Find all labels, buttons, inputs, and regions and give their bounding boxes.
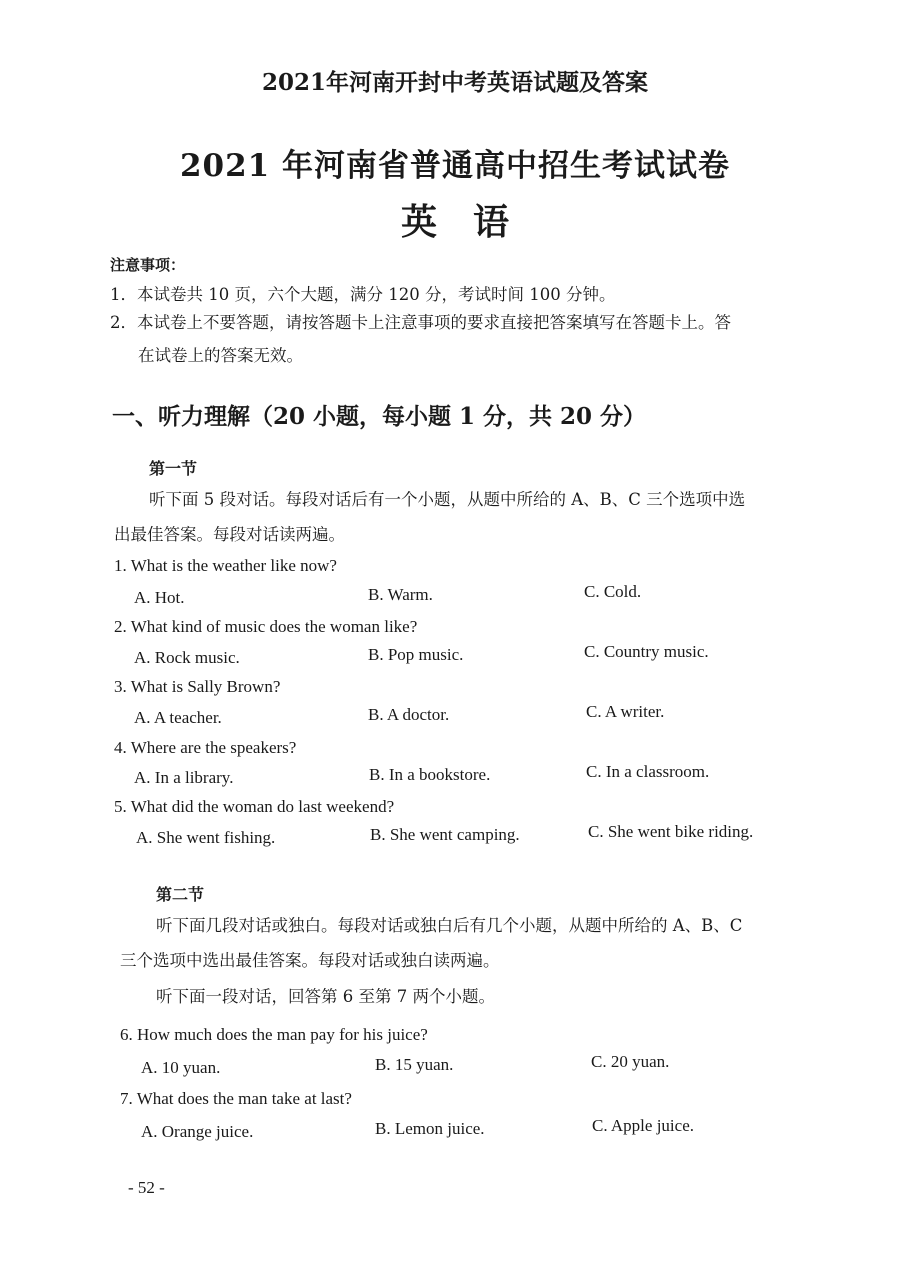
question-6-option-a: A. 10 yuan. (141, 1058, 221, 1077)
question-2: 2. What kind of music does the woman like? (114, 617, 418, 636)
section-heading-listening: 一、听力理解（20 小题，每小题 1 分，共 20 分） (112, 403, 647, 430)
question-4-option-b: B. In a bookstore. (369, 765, 491, 784)
question-5-option-a: A. She went fishing. (136, 828, 276, 847)
question-5-option-c: C. She went bike riding. (588, 822, 754, 841)
question-5-option-b: B. She went camping. (370, 825, 520, 844)
question-3-option-b: B. A doctor. (368, 705, 450, 724)
question-4-option-a: A. In a library. (134, 768, 234, 787)
notice-item-2-continued: 在试卷上的答案无效。 (138, 346, 303, 365)
notice-item-1: 1．本试卷共 10 页，六个大题，满分 120 分，考试时间 100 分钟。 (110, 285, 616, 304)
part1-instructions-line1: 听下面 5 段对话。每段对话后有一个小题，从题中所给的 A、B、C 三个选项中选 (149, 490, 746, 509)
part2-instructions-line3: 听下面一段对话，回答第 6 至第 7 两个小题。 (156, 987, 495, 1006)
question-6-option-c: C. 20 yuan. (591, 1052, 670, 1071)
exam-title: 2021 年河南省普通高中招生考试试卷 (179, 148, 731, 184)
question-7-option-a: A. Orange juice. (141, 1122, 254, 1141)
question-7: 7. What does the man take at last? (120, 1089, 352, 1108)
part2-instructions-line1: 听下面几段对话或独白。每段对话或独白后有几个小题，从题中所给的 A、B、C (156, 916, 743, 935)
part2-heading: 第二节 (156, 885, 205, 904)
part1-heading: 第一节 (149, 459, 198, 478)
question-6: 6. How much does the man pay for his juice? (120, 1025, 428, 1044)
question-3-option-a: A. A teacher. (134, 708, 222, 727)
question-4: 4. Where are the speakers? (114, 738, 297, 757)
page-number: - 52 - (128, 1178, 165, 1197)
notice-heading: 注意事项： (110, 256, 186, 274)
notice-item-2: 2．本试卷上不要答题，请按答题卡上注意事项的要求直接把答案填写在答题卡上。答 (110, 313, 731, 332)
question-2-option-a: A. Rock music. (134, 648, 240, 667)
subject-title: 英 语 (400, 201, 509, 243)
question-5: 5. What did the woman do last weekend? (114, 797, 395, 816)
part1-instructions-line2: 出最佳答案。每段对话读两遍。 (114, 525, 345, 544)
question-2-option-b: B. Pop music. (368, 645, 464, 664)
question-1-option-c: C. Cold. (584, 582, 642, 601)
question-1: 1. What is the weather like now? (114, 556, 337, 575)
question-7-option-b: B. Lemon juice. (375, 1119, 485, 1138)
question-6-option-b: B. 15 yuan. (375, 1055, 454, 1074)
question-7-option-c: C. Apple juice. (592, 1116, 694, 1135)
question-3-option-c: C. A writer. (586, 702, 665, 721)
question-3: 3. What is Sally Brown? (114, 677, 281, 696)
question-4-option-c: C. In a classroom. (586, 762, 710, 781)
question-1-option-a: A. Hot. (134, 588, 185, 607)
part2-instructions-line2: 三个选项中选出最佳答案。每段对话或独白读两遍。 (120, 951, 500, 970)
document-title: 2021年河南开封中考英语试题及答案 (261, 69, 648, 96)
question-1-option-b: B. Warm. (368, 585, 433, 604)
question-2-option-c: C. Country music. (584, 642, 709, 661)
